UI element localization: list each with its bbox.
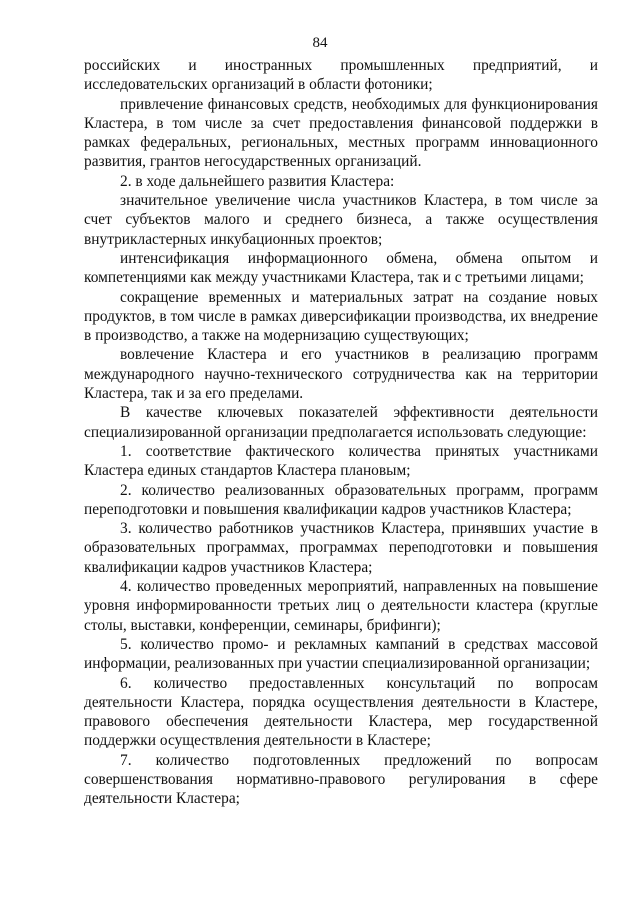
paragraph-funding: привлечение финансовых средств, необходимых для функционирования Кластера, в том числе за счет предоставления финансовой поддержки в рамках федеральных, региональных, местных программ инновационного развития, грантов негосударственных организаций. bbox=[84, 95, 598, 171]
paragraph-international: вовлечение Кластера и его участников в реализацию программ международного научно-технического сотрудничества как на территории Кластера, так и за его пределами. bbox=[84, 346, 598, 403]
list-item-1: 1. соответствие фактического количества принятых участниками Кластера единых стандартов Кластера плановым; bbox=[84, 442, 598, 480]
paragraph-kpi-intro: В качестве ключевых показателей эффективности деятельности специализированной организации предполагается использовать следующие: bbox=[84, 404, 598, 441]
document-body bbox=[84, 56, 598, 809]
paragraph-development-heading: 2. в ходе дальнейшего развития Кластера: bbox=[120, 172, 395, 190]
page-number: 84 bbox=[312, 35, 328, 51]
paragraph-cost-reduction: сокращение временных и материальных затрат на создание новых продуктов, в том числе в рамках диверсификации производства, их внедрение в производство, а также на модернизацию существующих; bbox=[84, 288, 598, 345]
list-item-4: 4. количество проведенных мероприятий, направленных на повышение уровня информированности третьих лиц о деятельности кластера (круглые столы, выставки, конференции, семинары, брифинги); bbox=[84, 578, 598, 634]
list-item-5: 5. количество промо- и рекламных кампаний в средствах массовой информации, реализованных при участии специализированной организации; bbox=[84, 635, 598, 673]
list-item-7: 7. количество подготовленных предложений по вопросам совершенствования нормативно-правового регулирования в сфере деятельности Кластера; bbox=[84, 751, 598, 808]
list-item-3: 3. количество работников участников Кластера, принявших участие в образовательных программах, программах переподготовки и повышения квалификации кадров участников Кластера; bbox=[84, 520, 598, 576]
list-item-2: 2. количество реализованных образовательных программ, программ переподготовки и повышения квалификации кадров участников Кластера; bbox=[84, 481, 598, 518]
paragraph-continuation: российских и иностранных промышленных предприятий, и исследовательских организаций в области фотоники; bbox=[84, 57, 598, 94]
list-item-6: 6. количество предоставленных консультаций по вопросам деятельности Кластера, порядка осуществления деятельности в Кластере, правового обеспечения деятельности Кластера, мер государственной поддержки осуществления деятельности в Кластере; bbox=[84, 674, 598, 750]
paragraph-info-exchange: интенсификация информационного обмена, обмена опытом и компетенциями как между участниками Кластера, так и с третьими лицами; bbox=[84, 249, 598, 287]
paragraph-members-growth: значительное увеличение числа участников Кластера, в том числе за счет субъектов малого и среднего бизнеса, а также осуществления внутрикластерных инкубационных проектов; bbox=[84, 192, 598, 248]
